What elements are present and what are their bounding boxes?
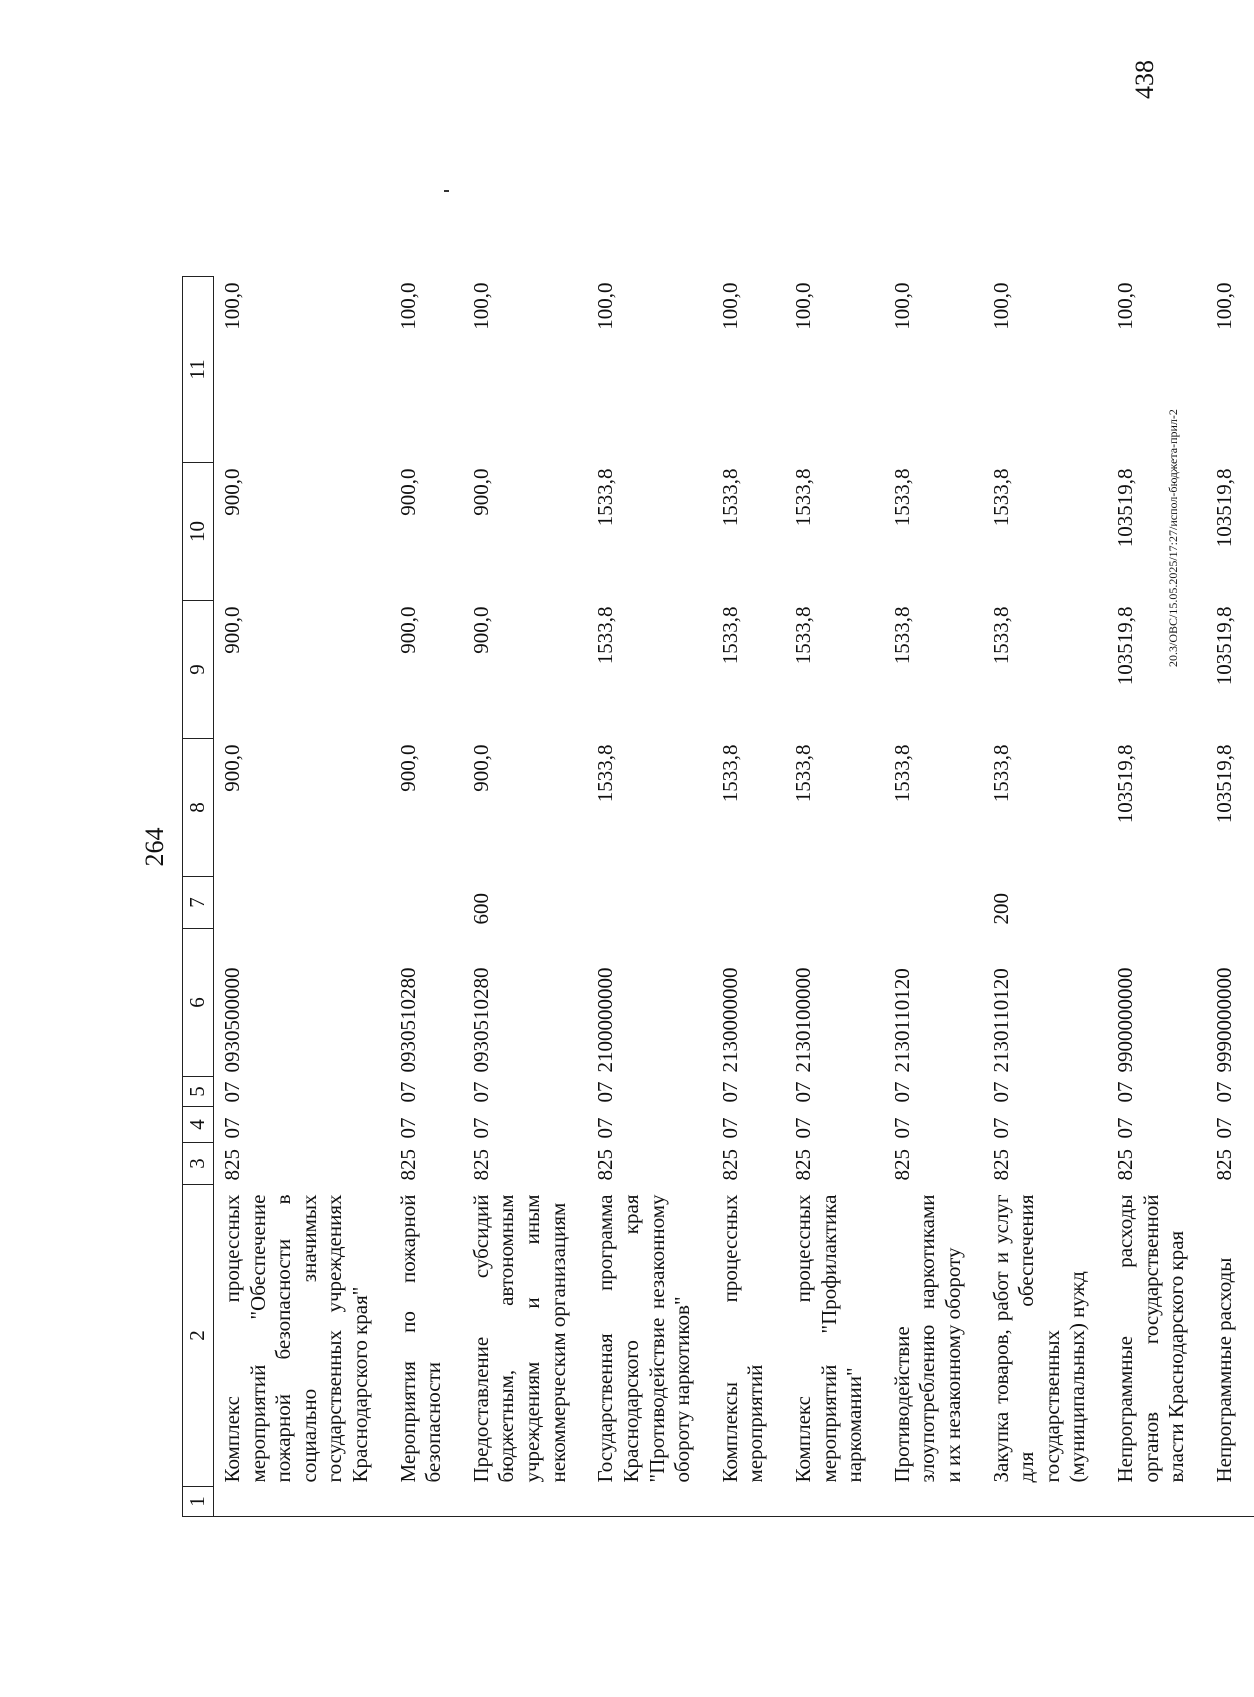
target-article-code: 0930510280: [395, 967, 420, 1073]
target-article-code: 2130110120: [988, 968, 1013, 1073]
executed-amount: 103519,8: [1113, 468, 1138, 548]
target-article-code: 2130000000: [717, 967, 742, 1073]
row-name: Непрограммные расходы: [1211, 1257, 1236, 1483]
expense-type-code: [587, 877, 711, 929]
execution-percent: 100,0: [395, 282, 420, 330]
scan-mark: [444, 190, 449, 192]
table-row: [1206, 277, 1254, 1517]
actual-amount: 1533,8: [790, 606, 815, 665]
approved-amount: 1533,8: [790, 744, 815, 803]
section-code: 07: [593, 1117, 618, 1139]
column-header: 6: [183, 929, 214, 1077]
expense-type-code: [884, 877, 983, 929]
column-header: 1: [183, 1487, 214, 1517]
actual-amount: 1533,8: [988, 606, 1013, 665]
actual-amount: 900,0: [395, 606, 420, 654]
execution-percent: 100,0: [790, 282, 815, 330]
approved-amount: 103519,8: [1211, 744, 1236, 824]
header-row: [183, 277, 214, 1517]
target-article-code: 0930510280: [468, 967, 493, 1073]
grbs-code: 825: [1113, 1149, 1138, 1181]
executed-amount: 1533,8: [717, 468, 742, 527]
actual-amount: 1533,8: [717, 606, 742, 665]
approved-amount: 900,0: [468, 744, 493, 792]
column-header: 8: [183, 739, 214, 877]
subsection-code: 07: [395, 1081, 420, 1103]
approved-amount: 900,0: [395, 744, 420, 792]
grbs-code: 825: [395, 1149, 420, 1181]
grbs-code: 825: [593, 1149, 618, 1181]
approved-amount: 1533,8: [889, 744, 914, 803]
target-article-code: 2130110120: [889, 968, 914, 1073]
executed-amount: 900,0: [468, 468, 493, 516]
grbs-code: 825: [988, 1149, 1013, 1181]
actual-amount: 1533,8: [593, 606, 618, 665]
actual-amount: 900,0: [220, 606, 244, 654]
row-number-cell: [1107, 1487, 1206, 1517]
row-number-cell: [983, 1487, 1107, 1517]
column-header: 10: [183, 463, 214, 601]
section-code: 07: [717, 1117, 742, 1139]
row-number-cell: [1206, 1487, 1254, 1517]
footer-note: 20.3/OBC/15.05.2025/17:27/испол-бюджета-прил-2: [1166, 409, 1180, 667]
row-number-cell: [785, 1487, 884, 1517]
expense-type-code: 600: [468, 893, 493, 925]
column-header: 4: [183, 1107, 214, 1143]
grbs-code: 825: [889, 1149, 914, 1181]
page-number: 264: [140, 827, 169, 867]
expense-type-code: [785, 877, 884, 929]
grbs-code: 825: [1211, 1149, 1236, 1181]
executed-amount: 103519,8: [1211, 468, 1236, 548]
actual-amount: 900,0: [468, 606, 493, 654]
executed-amount: 1533,8: [988, 468, 1013, 527]
target-article-code: 9990000000: [1211, 967, 1236, 1073]
table-row: [463, 277, 587, 1517]
subsection-code: 07: [988, 1081, 1013, 1103]
row-name: Мероприятия по пожарной безопасности: [395, 1194, 446, 1483]
row-number-cell: [390, 1487, 463, 1517]
actual-amount: 103519,8: [1211, 606, 1236, 686]
section-code: 07: [1113, 1117, 1138, 1139]
section-code: 07: [220, 1117, 244, 1139]
column-header: 9: [183, 601, 214, 739]
expense-type-code: [1206, 877, 1254, 929]
target-article-code: 9900000000: [1113, 967, 1138, 1073]
section-code: 07: [468, 1117, 493, 1139]
executed-amount: 1533,8: [790, 468, 815, 527]
column-header: 7: [183, 877, 214, 929]
execution-percent: 100,0: [220, 282, 244, 330]
section-code: 07: [988, 1117, 1013, 1139]
row-number-cell: [463, 1487, 587, 1517]
row-name: Комплекс процессных мероприятий "Профилактика наркомании": [790, 1194, 867, 1483]
executed-amount: 900,0: [220, 468, 244, 516]
section-code: 07: [889, 1117, 914, 1139]
row-number-cell: [712, 1487, 785, 1517]
approved-amount: 1533,8: [593, 744, 618, 803]
execution-percent: 100,0: [1113, 282, 1138, 330]
subsection-code: 07: [1211, 1081, 1236, 1103]
column-header: 2: [183, 1185, 214, 1487]
actual-amount: 1533,8: [889, 606, 914, 665]
target-article-code: 0930500000: [220, 967, 244, 1073]
subsection-code: 07: [593, 1081, 618, 1103]
table-row: [587, 277, 711, 1517]
row-name: Государственная программа Краснодарского края "Противодействие незаконному обороту наркотиков": [593, 1194, 695, 1483]
execution-percent: 100,0: [468, 282, 493, 330]
row-name: Непрограммные расходы органов государственной власти Краснодарского края: [1113, 1194, 1189, 1483]
expense-type-code: [390, 877, 463, 929]
row-name: Предоставление субсидий бюджетным, автономным учреждениям и иным некоммерческим организациям: [468, 1194, 570, 1483]
table-row: [712, 277, 785, 1517]
table-row: [785, 277, 884, 1517]
table-row: [1107, 277, 1206, 1517]
row-name: Противодействие злоупотреблению наркотиками и их незаконному обороту: [889, 1194, 966, 1483]
sheet-number: 438: [1130, 60, 1159, 99]
grbs-code: 825: [468, 1149, 493, 1181]
column-header: 5: [183, 1077, 214, 1107]
row-name: Закупка товаров, работ и услуг для обеспечения государственных (муниципальных) нужд: [988, 1194, 1090, 1483]
row-number-cell: [884, 1487, 983, 1517]
row-number-cell: [587, 1487, 711, 1517]
table-row: [983, 277, 1107, 1517]
row-number-cell: [214, 1487, 390, 1517]
grbs-code: 825: [717, 1149, 742, 1181]
table-row: [884, 277, 983, 1517]
approved-amount: 1533,8: [717, 744, 742, 803]
approved-amount: 103519,8: [1113, 744, 1138, 824]
row-name: Комплекс процессных мероприятий "Обеспечение пожарной безопасности в социально значимых государственных учреждениях Краснодарского края": [220, 1194, 373, 1483]
executed-amount: 1533,8: [889, 468, 914, 527]
approved-amount: 1533,8: [988, 744, 1013, 803]
subsection-code: 07: [790, 1081, 815, 1103]
subsection-code: 07: [717, 1081, 742, 1103]
expense-type-code: 200: [988, 893, 1013, 925]
column-header: 11: [183, 277, 214, 463]
budget-table: [182, 276, 1254, 1517]
approved-amount: 900,0: [220, 744, 244, 792]
row-name: Комплексы процессных мероприятий: [717, 1194, 768, 1483]
execution-percent: 100,0: [889, 282, 914, 330]
target-article-code: 2100000000: [593, 967, 618, 1073]
grbs-code: 825: [790, 1149, 815, 1181]
executed-amount: 900,0: [395, 468, 420, 516]
subsection-code: 07: [220, 1081, 244, 1103]
table-row: [214, 277, 390, 1517]
column-header: 3: [183, 1143, 214, 1185]
executed-amount: 1533,8: [593, 468, 618, 527]
expense-type-code: [712, 877, 785, 929]
expense-type-code: [214, 877, 390, 929]
section-code: 07: [790, 1117, 815, 1139]
subsection-code: 07: [889, 1081, 914, 1103]
expense-type-code: [1107, 877, 1206, 929]
subsection-code: 07: [1113, 1081, 1138, 1103]
subsection-code: 07: [468, 1081, 493, 1103]
execution-percent: 100,0: [1211, 282, 1236, 330]
section-code: 07: [395, 1117, 420, 1139]
execution-percent: 100,0: [717, 282, 742, 330]
execution-percent: 100,0: [988, 282, 1013, 330]
target-article-code: 2130100000: [790, 967, 815, 1073]
table-row: [390, 277, 463, 1517]
actual-amount: 103519,8: [1113, 606, 1138, 686]
execution-percent: 100,0: [593, 282, 618, 330]
grbs-code: 825: [220, 1149, 244, 1181]
section-code: 07: [1211, 1117, 1236, 1139]
